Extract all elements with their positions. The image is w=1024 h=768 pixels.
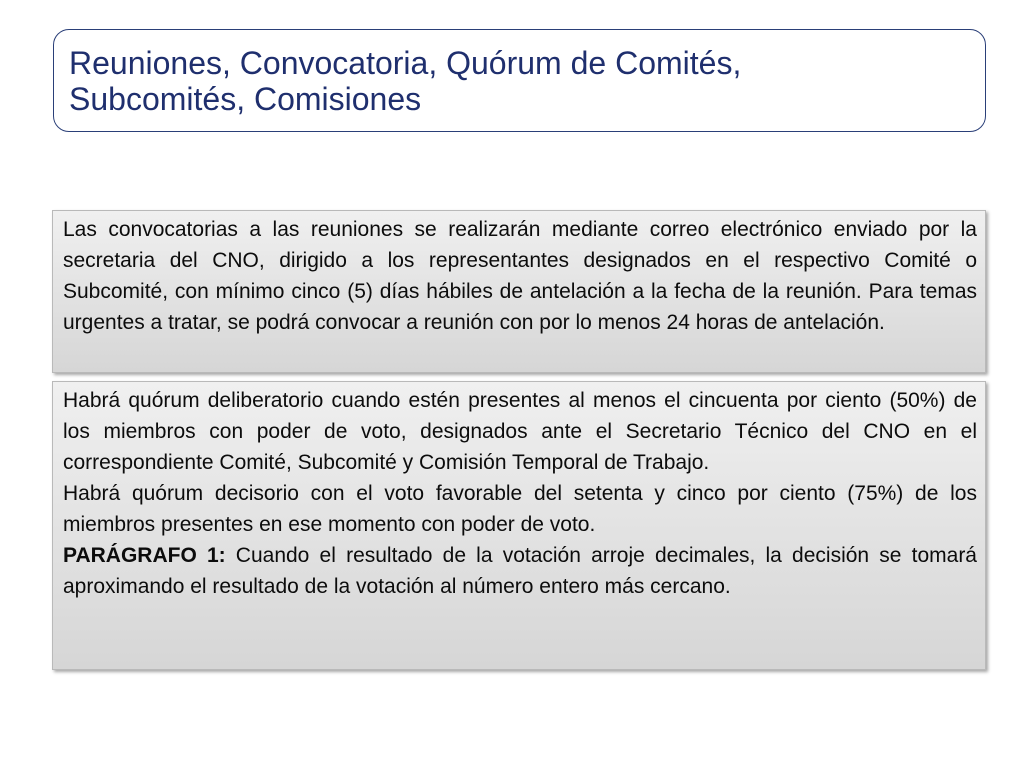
slide-title-line2: Subcomités, Comisiones: [69, 81, 422, 117]
slide-title: [69, 45, 965, 117]
quorum-deliberatorio-text: Habrá quórum deliberatorio cuando estén presentes al menos el cincuenta por ciento (50%) de los miembros con poder de voto, designados ante el Secretario Técnico del CNO en el correspondiente Comité, Subcomité y Comisión Temporal de Trabajo.: [63, 389, 977, 474]
convocatoria-box: [52, 210, 986, 373]
quorum-decisorio-text: Habrá quórum decisorio con el voto favorable del setenta y cinco por ciento (75%) de los miembros presentes en ese momento con poder de voto.: [63, 482, 977, 536]
quorum-box: [52, 381, 986, 670]
title-box: [53, 29, 986, 132]
convocatoria-text: Las convocatorias a las reuniones se realizarán mediante correo electrónico enviado por la secretaria del CNO, dirigido a los representantes designados en el respectivo Comité o Subcomité, con mínimo cinco (5) días hábiles de antelación a la fecha de la reunión. Para temas urgentes a tratar, se podrá convocar a reunión con por lo menos 24 horas de antelación.: [63, 218, 977, 334]
paragrafo-1: [63, 540, 977, 602]
paragrafo-1-text: Cuando el resultado de la votación arroje decimales, la decisión se tomará aproximando el resultado de la votación al número entero más cercano.: [63, 544, 977, 598]
paragrafo-1-label: PARÁGRAFO 1:: [63, 544, 226, 567]
slide-title-line1: Reuniones, Convocatoria, Quórum de Comités,: [69, 45, 742, 81]
